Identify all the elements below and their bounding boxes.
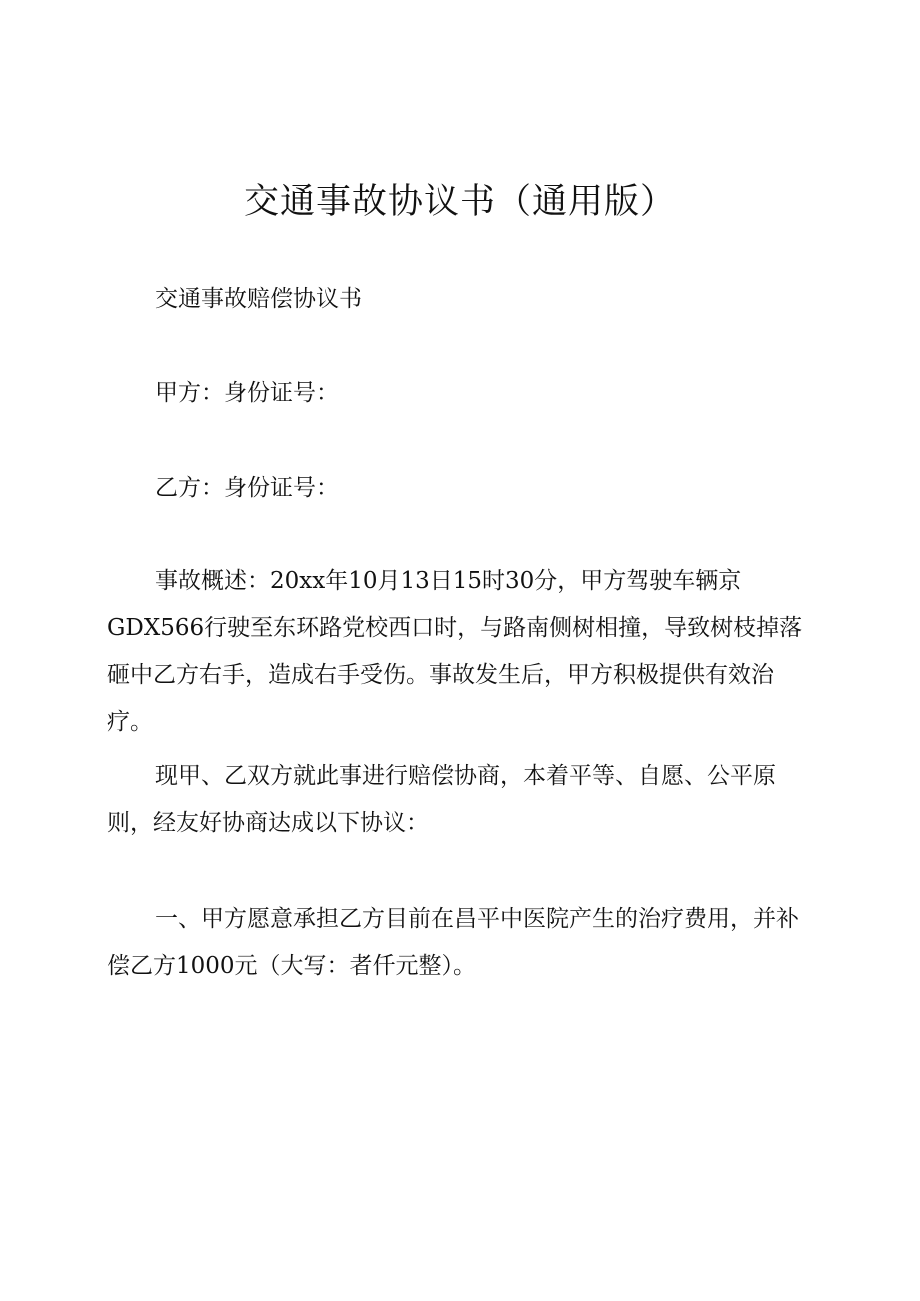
negotiation-statement: 现甲、乙双方就此事进行赔偿协商，本着平等、自愿、公平原则，经友好协商达成以下协议： <box>107 763 776 836</box>
accident-summary: 事故概述：20xx年10月13日15时30分，甲方驾驶车辆京GDX566行驶至东环路党校西口时，与路南侧树相撞，导致树枝掉落砸中乙方右手，造成右手受伤。事故发生后，甲方积极提供有效治疗。 <box>107 568 803 735</box>
party-b-line: 乙方：身份证号： <box>155 475 339 501</box>
agreement-subtitle: 交通事故赔偿协议书 <box>155 286 362 312</box>
document-title: 交通事故协议书（通用版） <box>243 182 676 222</box>
party-a-line: 甲方：身份证号： <box>155 380 339 406</box>
clause-one: 一、甲方愿意承担乙方目前在昌平中医院产生的治疗费用，并补偿乙方1000元（大写：者仟元整）。 <box>107 906 799 979</box>
